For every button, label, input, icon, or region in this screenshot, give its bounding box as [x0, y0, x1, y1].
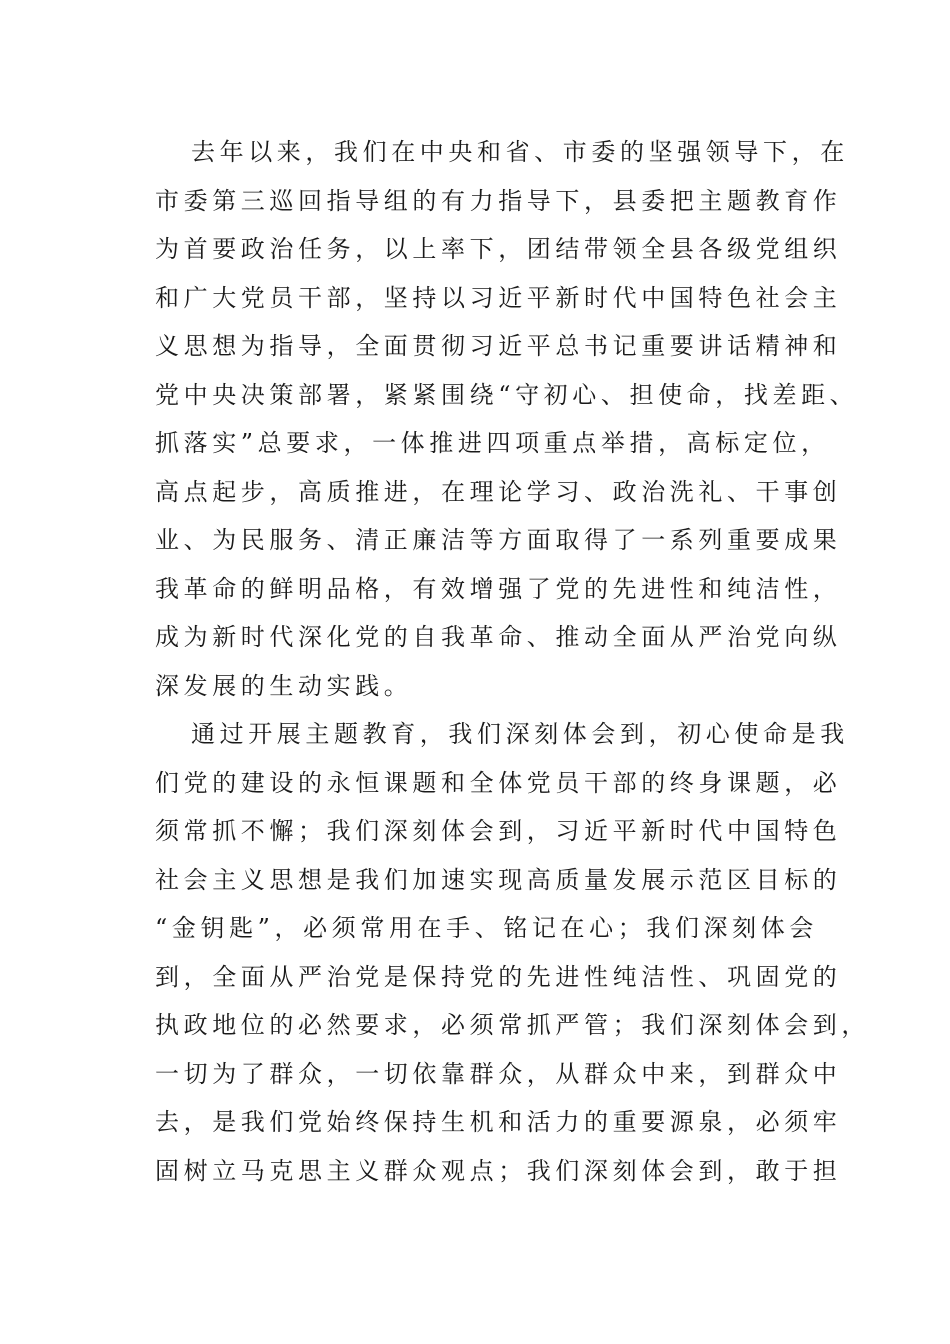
text-line: 和广大党员干部，坚持以习近平新时代中国特色社会主: [155, 283, 842, 312]
text-line: 我革命的鲜明品格，有效增强了党的先进性和纯洁性，: [155, 574, 842, 603]
paragraph-2: [155, 710, 870, 1195]
text-line: 执政地位的必然要求，必须常抓严管；我们深刻体会到，: [155, 1011, 870, 1039]
text-line: 党中央决策部署，紧紧围绕“守初心、担使命，找差距、: [155, 380, 859, 409]
text-line: 须常抓不懈；我们深刻体会到，习近平新时代中国特色: [155, 817, 842, 845]
text-line: 去年以来，我们在中央和省、市委的坚强领导下，在: [191, 138, 849, 166]
text-line: 通过开展主题教育，我们深刻体会到，初心使命是我: [191, 720, 849, 748]
text-line: 到，全面从严治党是保持党的先进性纯洁性、巩固党的: [155, 962, 842, 991]
text-line: 市委第三巡回指导组的有力指导下，县委把主题教育作: [155, 186, 842, 215]
text-line: 固树立马克思主义群众观点；我们深刻体会到，敢于担: [155, 1156, 842, 1185]
text-line: 深发展的生动实践。: [155, 671, 413, 700]
text-line: 去，是我们党始终保持生机和活力的重要源泉，必须牢: [155, 1108, 842, 1136]
text-line: 业、为民服务、清正廉洁等方面取得了一系列重要成果: [155, 526, 842, 554]
paragraph-1: [155, 128, 859, 710]
text-line: 社会主义思想是我们加速实现高质量发展示范区目标的: [155, 865, 842, 894]
text-line: 义思想为指导，全面贯彻习近平总书记重要讲话精神和: [155, 332, 842, 360]
text-line: 为首要政治任务，以上率下，团结带领全县各级党组织: [155, 235, 842, 263]
text-line: 一切为了群众，一切依靠群众，从群众中来，到群众中: [155, 1059, 842, 1088]
text-line: 们党的建设的永恒课题和全体党员干部的终身课题，必: [155, 768, 842, 797]
document-body: [155, 128, 870, 1195]
text-line: “金钥匙”，必须常用在手、铭记在心；我们深刻体会: [155, 914, 818, 942]
text-line: 高点起步，高质推进，在理论学习、政治洗礼、干事创: [155, 477, 842, 506]
text-line: 抓落实”总要求，一体推进四项重点举措，高标定位，: [155, 429, 830, 457]
text-line: 成为新时代深化党的自我革命、推动全面从严治党向纵: [155, 623, 842, 651]
